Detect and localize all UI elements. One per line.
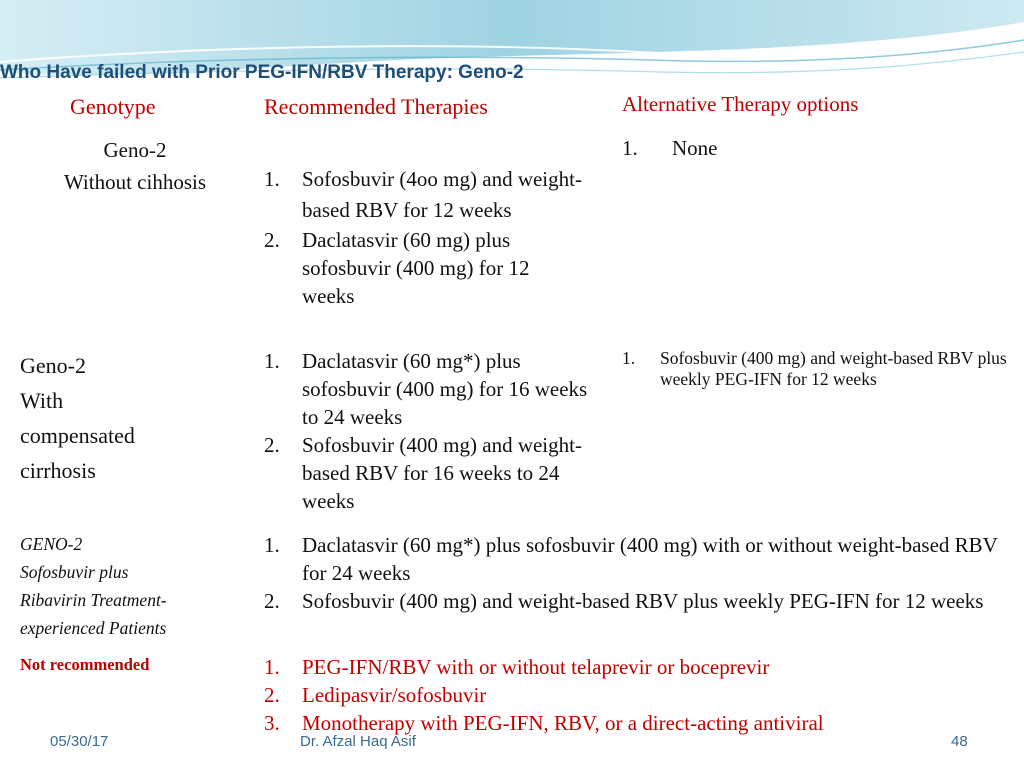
row2-genotype-line: compensated — [20, 423, 135, 448]
list-item — [264, 531, 1004, 587]
list-item — [264, 681, 1004, 709]
footer-date: 05/30/17 — [50, 733, 109, 750]
row3-genotype — [20, 530, 255, 642]
list-text: PEG-IFN/RBV with or without telaprevir or boceprevir — [302, 655, 770, 679]
row1-genotype — [20, 134, 250, 198]
row3-genotype-line: Ribavirin Treatment- — [20, 590, 167, 610]
list-text: Daclatasvir (60 mg) plus sofosbuvir (400 mg) for 12 weeks — [302, 228, 530, 308]
list-item — [264, 431, 594, 515]
list-text: Daclatasvir (60 mg*) plus sofosbuvir (400 mg) with or without weight-based RBV for 24 weeks — [302, 533, 998, 585]
row1-genotype-line1: Geno-2 — [103, 138, 167, 162]
row2-alternative-list — [622, 348, 1018, 390]
row1-genotype-line2: Without cihhosis — [63, 170, 207, 194]
header-recommended: Recommended Therapies — [264, 94, 488, 119]
footer-page-number: 48 — [951, 733, 968, 750]
list-text: None — [672, 136, 718, 160]
list-text: Monotherapy with PEG-IFN, RBV, or a direct-acting antiviral — [302, 711, 824, 735]
list-item — [622, 348, 1018, 390]
list-text: Sofosbuvir (4oo mg) and weight-based RBV for 12 weeks — [302, 167, 582, 222]
not-recommended-label: Not recommended — [20, 655, 150, 674]
list-item — [264, 653, 1004, 681]
row2-genotype — [20, 348, 250, 488]
footer-author: Dr. Afzal Haq Asif — [300, 733, 416, 750]
list-number: 2. — [264, 683, 280, 707]
row1-recommended-list — [264, 164, 584, 310]
row3-genotype-line: experienced Patients — [20, 618, 167, 638]
list-text: Sofosbuvir (400 mg) and weight-based RBV plus weekly PEG-IFN for 12 weeks — [302, 589, 984, 613]
list-number: 2. — [264, 589, 280, 613]
row2-genotype-line: cirrhosis — [20, 458, 96, 483]
row2-genotype-line: Geno-2 — [20, 353, 86, 378]
list-item — [622, 134, 1002, 162]
list-number: 1. — [264, 655, 280, 679]
list-number: 1. — [622, 348, 636, 368]
list-item — [264, 587, 1004, 615]
not-recommended-list — [264, 653, 1004, 737]
list-text: Sofosbuvir (400 mg) and weight-based RBV plus weekly PEG-IFN for 12 weeks — [660, 348, 1007, 389]
list-item — [264, 226, 584, 310]
list-number: 1. — [264, 349, 280, 373]
row1-alternative-list — [622, 134, 1002, 162]
row3-recommended-list — [264, 531, 1004, 615]
list-number: 1. — [622, 136, 638, 160]
list-item — [264, 164, 584, 226]
slide-title: Who Have failed with Prior PEG-IFN/RBV Therapy: Geno-2 — [0, 62, 524, 83]
list-text: Sofosbuvir (400 mg) and weight-based RBV for 16 weeks to 24 weeks — [302, 433, 582, 513]
row2-recommended-list — [264, 347, 594, 515]
row3-genotype-line: Sofosbuvir plus — [20, 562, 129, 582]
row2-genotype-line: With — [20, 388, 64, 413]
list-number: 2. — [264, 228, 280, 252]
header-alternative: Alternative Therapy options — [622, 92, 859, 116]
row3-genotype-line: GENO-2 — [20, 534, 83, 554]
list-text: Ledipasvir/sofosbuvir — [302, 683, 487, 707]
list-text: Daclatasvir (60 mg*) plus sofosbuvir (400 mg) for 16 weeks to 24 weeks — [302, 349, 588, 429]
list-number: 2. — [264, 433, 280, 457]
header-genotype: Genotype — [70, 94, 156, 119]
list-number: 3. — [264, 711, 280, 735]
list-item — [264, 347, 594, 431]
list-number: 1. — [264, 533, 280, 557]
list-number: 1. — [264, 167, 280, 191]
